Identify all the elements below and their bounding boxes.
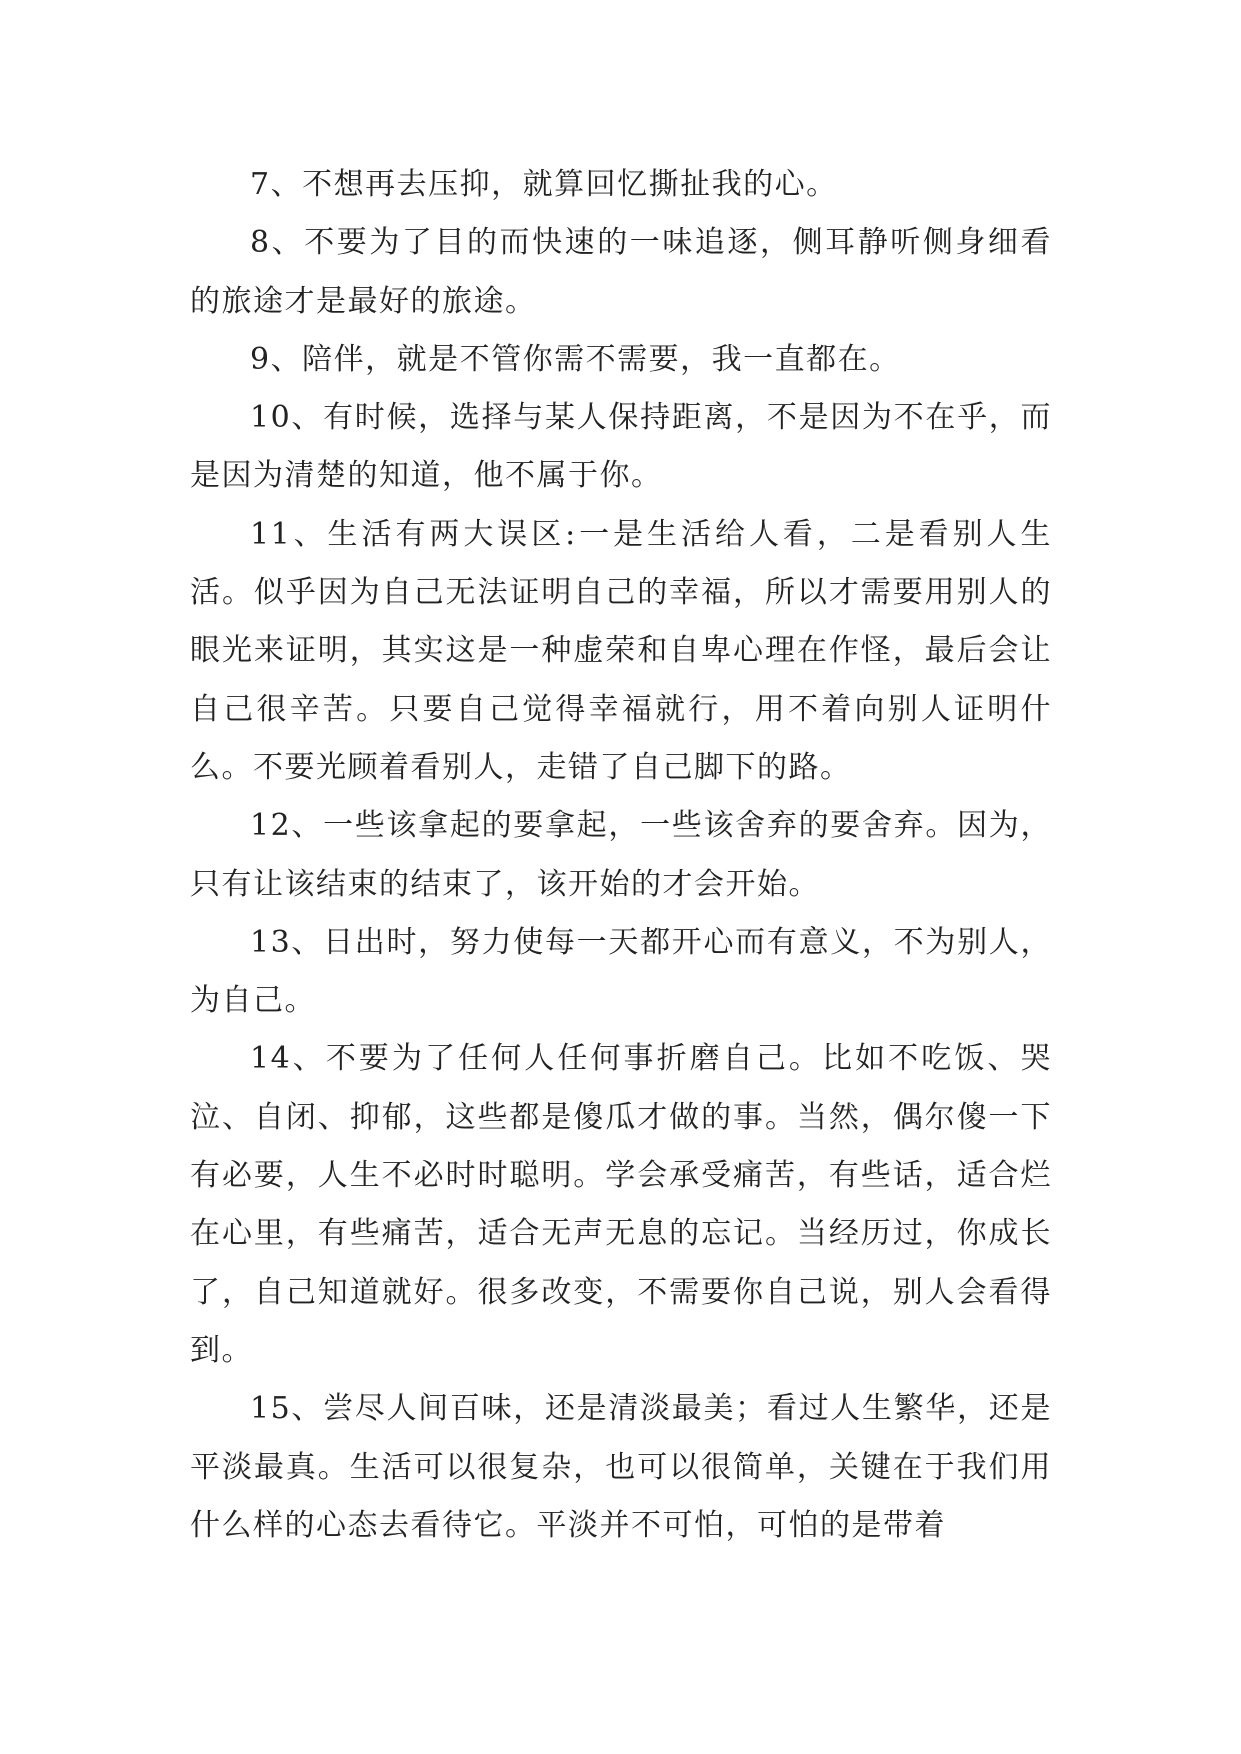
paragraph-7: 7、不想再去压抑，就算回忆撕扯我的心。: [250, 167, 838, 202]
paragraph-15: 15、尝尽人间百味，还是清淡最美；看过人生繁华，还是平淡最真。生活可以很复杂，也可以很简单，关键在于我们用什么样的心态去看待它。平淡并不可怕，可怕的是带着: [190, 1391, 1052, 1543]
paragraph-9: 9、陪伴，就是不管你需不需要，我一直都在。: [250, 341, 901, 377]
paragraph-10: 10、有时候，选择与某人保持距离，不是因为不在乎，而是因为清楚的知道，他不属于你。: [190, 400, 1052, 494]
paragraph-8: 8、不要为了目的而快速的一味追逐，侧耳静听侧身细看的旅途才是最好的旅途。: [190, 225, 1052, 319]
paragraph-13: 13、日出时，努力使每一天都开心而有意义，不为别人，为自己。: [190, 924, 1052, 1019]
paragraph-14: 14、不要为了任何人任何事折磨自己。比如不吃饭、哭泣、自闭、抑郁，这些都是傻瓜才做的事。当然，偶尔傻一下有必要，人生不必时时聪明。学会承受痛苦，有些话，适合烂在心里，有些痛苦，适合无声无息的忘记。当经历过，你成长了，自己知道就好。很多改变，不需要你自己说，别人会看得到。: [190, 1041, 1052, 1368]
paragraph-12: 12、一些该拿起的要拿起，一些该舍弃的要舍弃。因为，只有让该结束的结束了，该开始的才会开始。: [190, 808, 1052, 902]
paragraph-11: 11、生活有两大误区:一是生活给人看，二是看别人生活。似乎因为自己无法证明自己的幸福，所以才需要用别人的眼光来证明，其实这是一种虚荣和自卑心理在作怪，最后会让自己很辛苦。只要自己觉得幸福就行，用不着向别人证明什么。不要光顾着看别人，走错了自己脚下的路。: [190, 516, 1052, 785]
document-body: [190, 156, 1052, 1555]
